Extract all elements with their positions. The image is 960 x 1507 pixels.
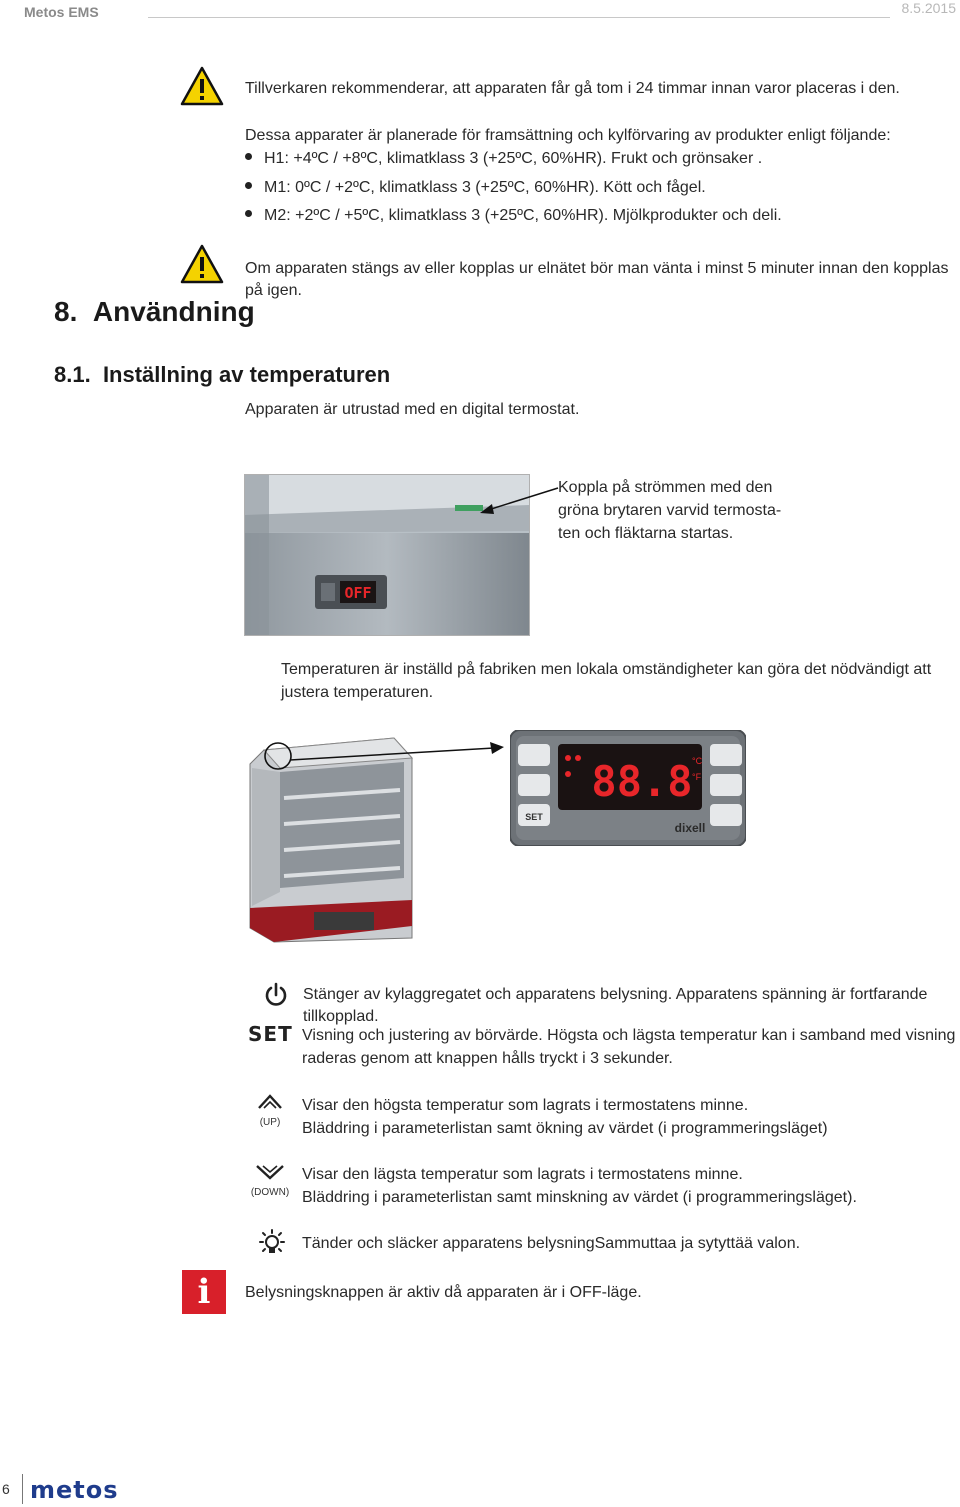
warning-triangle-icon bbox=[180, 244, 224, 284]
callout-arrow bbox=[470, 480, 570, 520]
light-bulb-icon bbox=[257, 1229, 287, 1259]
panel-display-digits: 88.8 bbox=[591, 757, 693, 806]
thermostat-line: Apparaten är utrustad med en digital termostat. bbox=[245, 401, 580, 418]
warning-text-restart: Om apparaten stängs av eller kopplas ur elnätet bör man vänta i minst 5 minuter innan den kopplas på igen. bbox=[245, 260, 949, 299]
down-button-legend bbox=[246, 1162, 294, 1198]
down-label: (DOWN) bbox=[250, 1187, 290, 1198]
section-heading: 8. Användning bbox=[54, 296, 255, 327]
factory-note: Temperaturen är inställd på fabriken men lokala omständigheter kan göra det nödvändigt att justera temperaturen. bbox=[281, 661, 932, 701]
dixell-control-panel bbox=[510, 730, 746, 846]
legend-up-text: Visar den högsta temperatur som lagrats i termostatens minne. Bläddring i parameterlistan samt ökning av värdet (i programmeringsläget) bbox=[302, 1097, 828, 1137]
warning-triangle-icon bbox=[180, 66, 224, 106]
info-icon: i bbox=[182, 1270, 226, 1314]
up-arrow-icon bbox=[257, 1092, 283, 1112]
header-date: 8.5.2015 bbox=[901, 0, 956, 16]
info-text: Belysningsknappen är aktiv då apparaten är i OFF-läge. bbox=[245, 1284, 642, 1301]
metos-logo: metos bbox=[30, 1476, 119, 1504]
legend-power-text: Stänger av kylaggregatet och apparatens belysning. Apparatens spänning är fortfarande tillkopplad. bbox=[303, 986, 928, 1025]
intro-lead: Dessa apparater är planerade för framsättning och kylförvaring av produkter enligt följande: bbox=[245, 127, 891, 144]
svg-text:°F: °F bbox=[692, 772, 702, 782]
dixell-brand: dixell bbox=[674, 821, 706, 835]
legend-light-text: Tänder och släcker apparatens belysningSammuttaa ja sytyttää valon. bbox=[302, 1235, 801, 1252]
bullet-h1: H1: +4ºC / +8ºC, klimatklass 3 (+25ºC, 60%HR). Frukt och grönsaker . bbox=[245, 148, 762, 170]
up-label: (UP) bbox=[259, 1117, 281, 1128]
down-arrow-icon bbox=[255, 1162, 285, 1182]
panel-pointer-arrow bbox=[290, 740, 510, 770]
bullet-m1: M1: 0ºC / +2ºC, klimatklass 3 (+25ºC, 60%HR). Kött och fågel. bbox=[245, 177, 706, 199]
subsection-heading: 8.1. Inställning av temperaturen bbox=[54, 362, 391, 387]
legend-set-text: Visning och justering av börvärde. Högsta och lägsta temperatur kan i samband med visning raderas genom att knappen hålls tryckt i 3 sekunder. bbox=[302, 1027, 956, 1067]
up-button-legend bbox=[246, 1092, 294, 1128]
page-number: 6 bbox=[2, 1481, 10, 1497]
svg-text:°C: °C bbox=[692, 756, 703, 766]
bullet-m2: M2: +2ºC / +5ºC, klimatklass 3 (+25ºC, 60%HR). Mjölkprodukter och deli. bbox=[245, 205, 782, 227]
footer-rule bbox=[22, 1474, 23, 1504]
power-icon bbox=[263, 982, 289, 1008]
off-display-text: OFF bbox=[344, 584, 372, 602]
callout-text: Koppla på strömmen med den gröna brytaren varvid termosta- ten och fläktarna startas. bbox=[558, 479, 782, 542]
warning-text-empty-run: Tillverkaren rekommenderar, att apparaten får gå tom i 24 timmar innan varor placeras i den. bbox=[245, 80, 900, 97]
svg-text:SET: SET bbox=[525, 812, 543, 822]
set-icon: SET bbox=[248, 1022, 293, 1046]
header-rule bbox=[148, 17, 890, 18]
legend-down-text: Visar den lägsta temperatur som lagrats i termostatens minne. Bläddring i parameterlistan samt minskning av värdet (i programmeringsläget). bbox=[302, 1166, 857, 1206]
header-brand: Metos EMS bbox=[24, 4, 99, 20]
